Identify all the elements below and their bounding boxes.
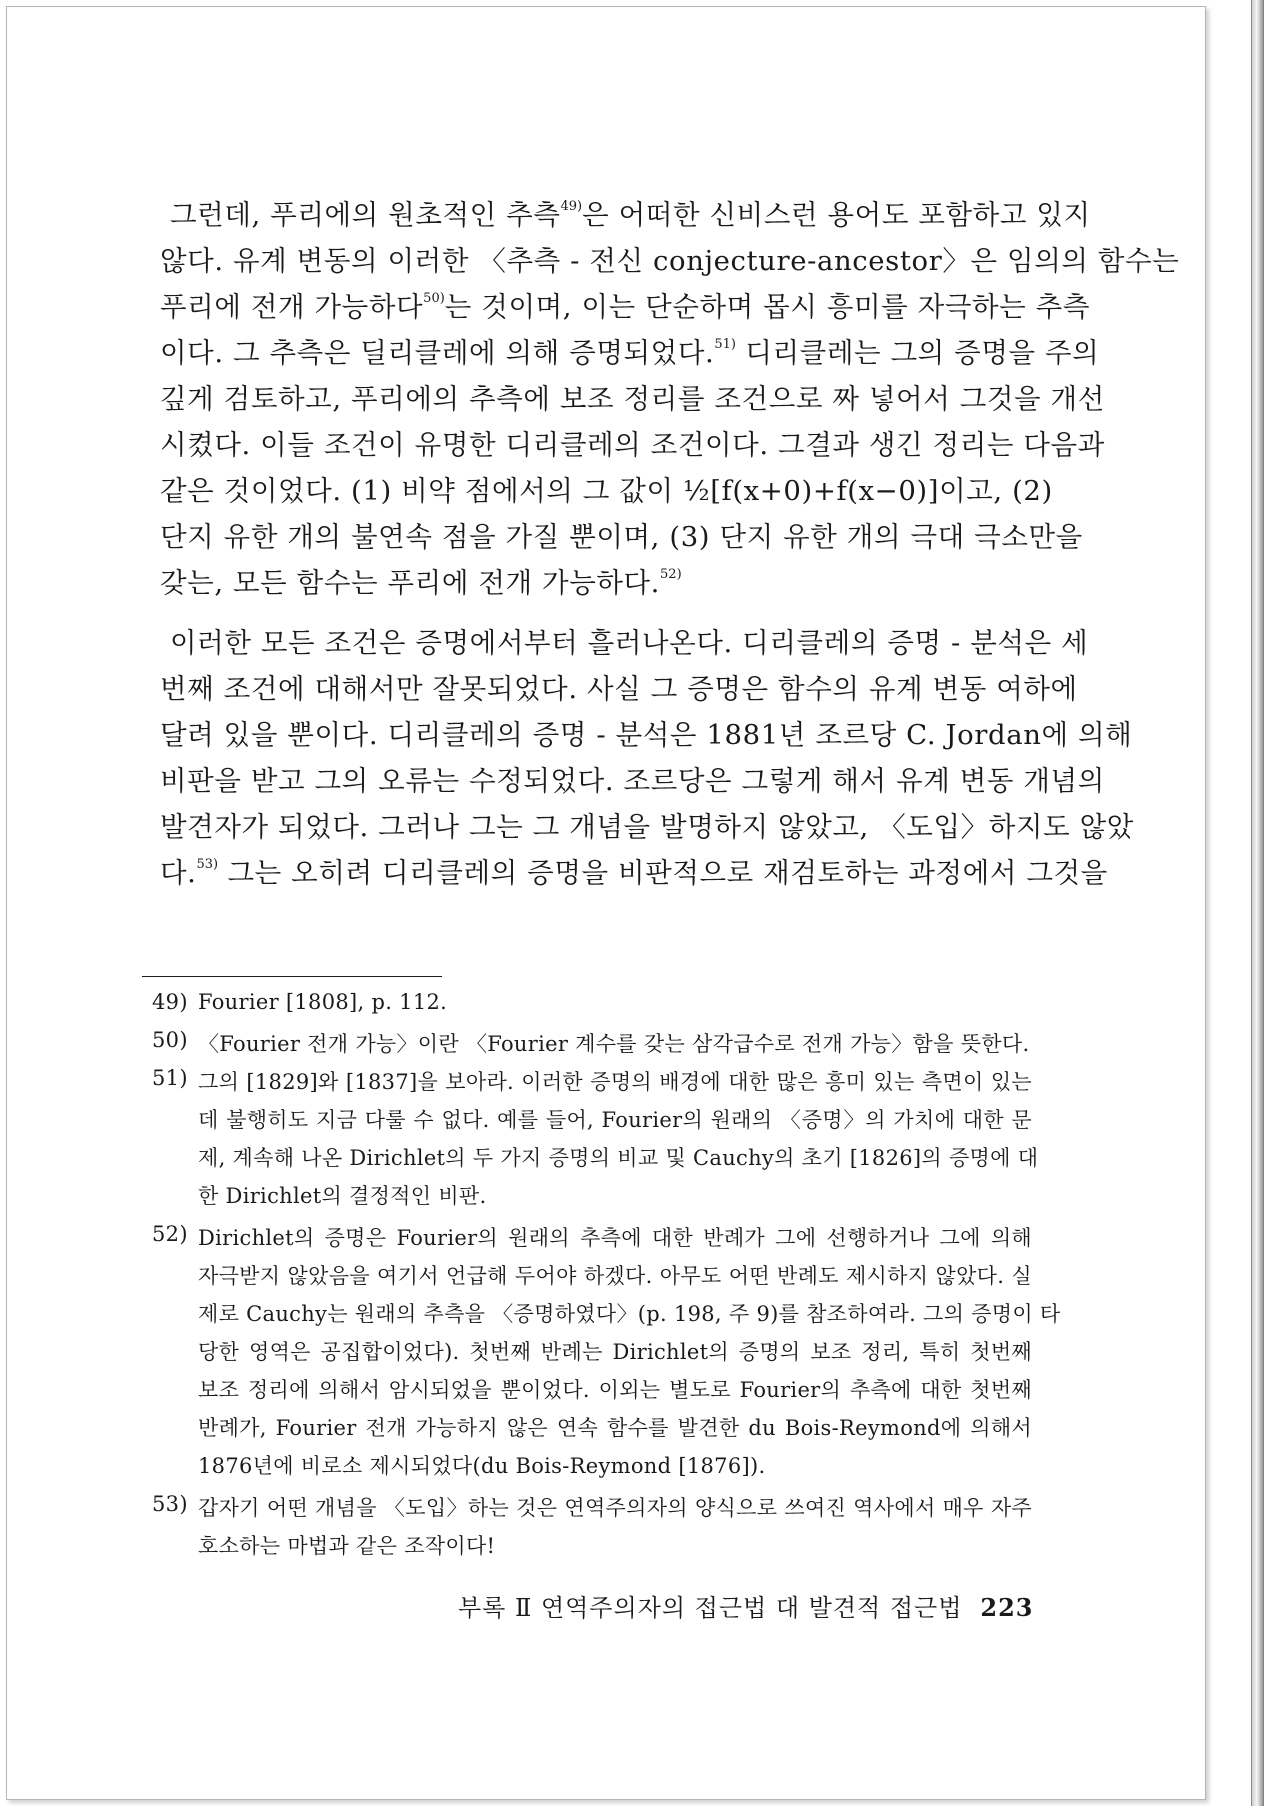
body-line: 푸리에 전개 가능하다$^{50)}$는 것이며, 이는 단순하며 몹시 흥미를 자극하는 추측 [160, 291, 1090, 323]
footnote-line: 자극받지 않았음을 여기서 언급해 두어야 하겠다. 아무도 어떤 반례도 제시하지 않았다. 실 [198, 1264, 1032, 1288]
footnote-line: 호소하는 마법과 같은 조작이다! [198, 1534, 496, 1558]
page-edge [1251, 0, 1264, 1806]
footnote-line: 보조 정리에 의해서 암시되었을 뿐이었다. 이외는 별도로 Fourier의 추측에 대한 첫번째 [198, 1378, 1032, 1402]
body-line: 단지 유한 개의 불연속 점을 가질 뿐이며, (3) 단지 유한 개의 극대 극소만을 [160, 521, 1083, 553]
footnote-number: 50) [152, 1028, 188, 1052]
body-line: 발견자가 되었다. 그러나 그는 그 개념을 발명하지 않았고, 〈도입〉하지도 않았 [160, 811, 1134, 843]
footnote-divider [142, 976, 442, 977]
footnote-line: 갑자기 어떤 개념을 〈도입〉하는 것은 연역주의자의 양식으로 쓰여진 역사에서 매우 자주 [198, 1496, 1032, 1520]
body-line: 같은 것이었다. (1) 비약 점에서의 그 값이 ½[f(x+0)+f(x−0)]이고, (2) [160, 475, 1053, 507]
body-line: 이다. 그 추측은 딜리클레에 의해 증명되었다.$^{51)}$ 디리클레는 그의 증명을 주의 [160, 337, 1100, 369]
footnote-line: 제, 계속해 나온 Dirichlet의 두 가지 증명의 비교 및 Cauchy의 초기 [1826]의 증명에 대 [198, 1146, 1039, 1170]
body-line: 다.$^{53)}$ 그는 오히려 디리클레의 증명을 비판적으로 재검토하는 과정에서 그것을 [160, 857, 1108, 889]
footnote-number: 51) [152, 1066, 188, 1090]
running-footer [458, 1588, 1034, 1623]
body-line: 달려 있을 뿐이다. 디리클레의 증명 - 분석은 1881년 조르당 C. Jordan에 의해 [160, 719, 1133, 751]
footnote-line: 〈Fourier 전개 가능〉이란 〈Fourier 계수를 갖는 삼각급수로 전개 가능〉함을 뜻한다. [198, 1032, 1030, 1056]
footnote-line: Fourier [1808], p. 112. [198, 990, 448, 1014]
footnote-line: 그의 [1829]와 [1837]을 보아라. 이러한 증명의 배경에 대한 많은 흥미 있는 측면이 있는 [198, 1070, 1032, 1094]
footnote-line: 반례가, Fourier 전개 가능하지 않은 연속 함수를 발견한 du Bois-Reymond에 의해서 [198, 1416, 1032, 1440]
footnote-line: 데 불행히도 지금 다룰 수 없다. 예를 들어, Fourier의 원래의 〈증명〉의 가치에 대한 문 [198, 1108, 1032, 1132]
footnote-line: 1876년에 비로소 제시되었다(du Bois-Reymond [1876]). [198, 1454, 766, 1478]
body-line: 이러한 모든 조건은 증명에서부터 흘러나온다. 디리클레의 증명 - 분석은 세 [170, 627, 1089, 659]
footer-title: 부록 Ⅱ 연역주의자의 접근법 대 발견적 접근법 [458, 1594, 963, 1622]
body-line: 번째 조건에 대해서만 잘못되었다. 사실 그 증명은 함수의 유계 변동 여하에 [160, 673, 1078, 705]
footnote-line: 한 Dirichlet의 결정적인 비판. [198, 1184, 487, 1208]
body-line: 갖는, 모든 함수는 푸리에 전개 가능하다.$^{52)}$ [160, 567, 682, 599]
body-line: 않다. 유계 변동의 이러한 〈추측 - 전신 conjecture-ancestor〉은 임의의 함수는 [160, 245, 1180, 277]
footnote-line: 제로 Cauchy는 원래의 추측을 〈증명하였다〉(p. 198, 주 9)를 참조하여라. 그의 증명이 타 [198, 1302, 1061, 1326]
body-line: 그런데, 푸리에의 원초적인 추측$^{49)}$은 어떠한 신비스런 용어도 포함하고 있지 [170, 199, 1091, 231]
page-number: 223 [980, 1593, 1034, 1622]
body-line: 시켰다. 이들 조건이 유명한 디리클레의 조건이다. 그결과 생긴 정리는 다음과 [160, 429, 1105, 461]
footnote-line: Dirichlet의 증명은 Fourier의 원래의 추측에 대한 반례가 그에 선행하거나 그에 의해 [198, 1226, 1032, 1250]
footnote-number: 53) [152, 1492, 188, 1516]
body-line: 비판을 받고 그의 오류는 수정되었다. 조르당은 그렇게 해서 유계 변동 개념의 [160, 765, 1105, 797]
body-line: 깊게 검토하고, 푸리에의 추측에 보조 정리를 조건으로 짜 넣어서 그것을 개선 [160, 383, 1105, 415]
footnote-number: 49) [152, 990, 188, 1014]
footnote-line: 당한 영역은 공집합이었다). 첫번째 반례는 Dirichlet의 증명의 보조 정리, 특히 첫번째 [198, 1340, 1032, 1364]
footnote-number: 52) [152, 1222, 188, 1246]
